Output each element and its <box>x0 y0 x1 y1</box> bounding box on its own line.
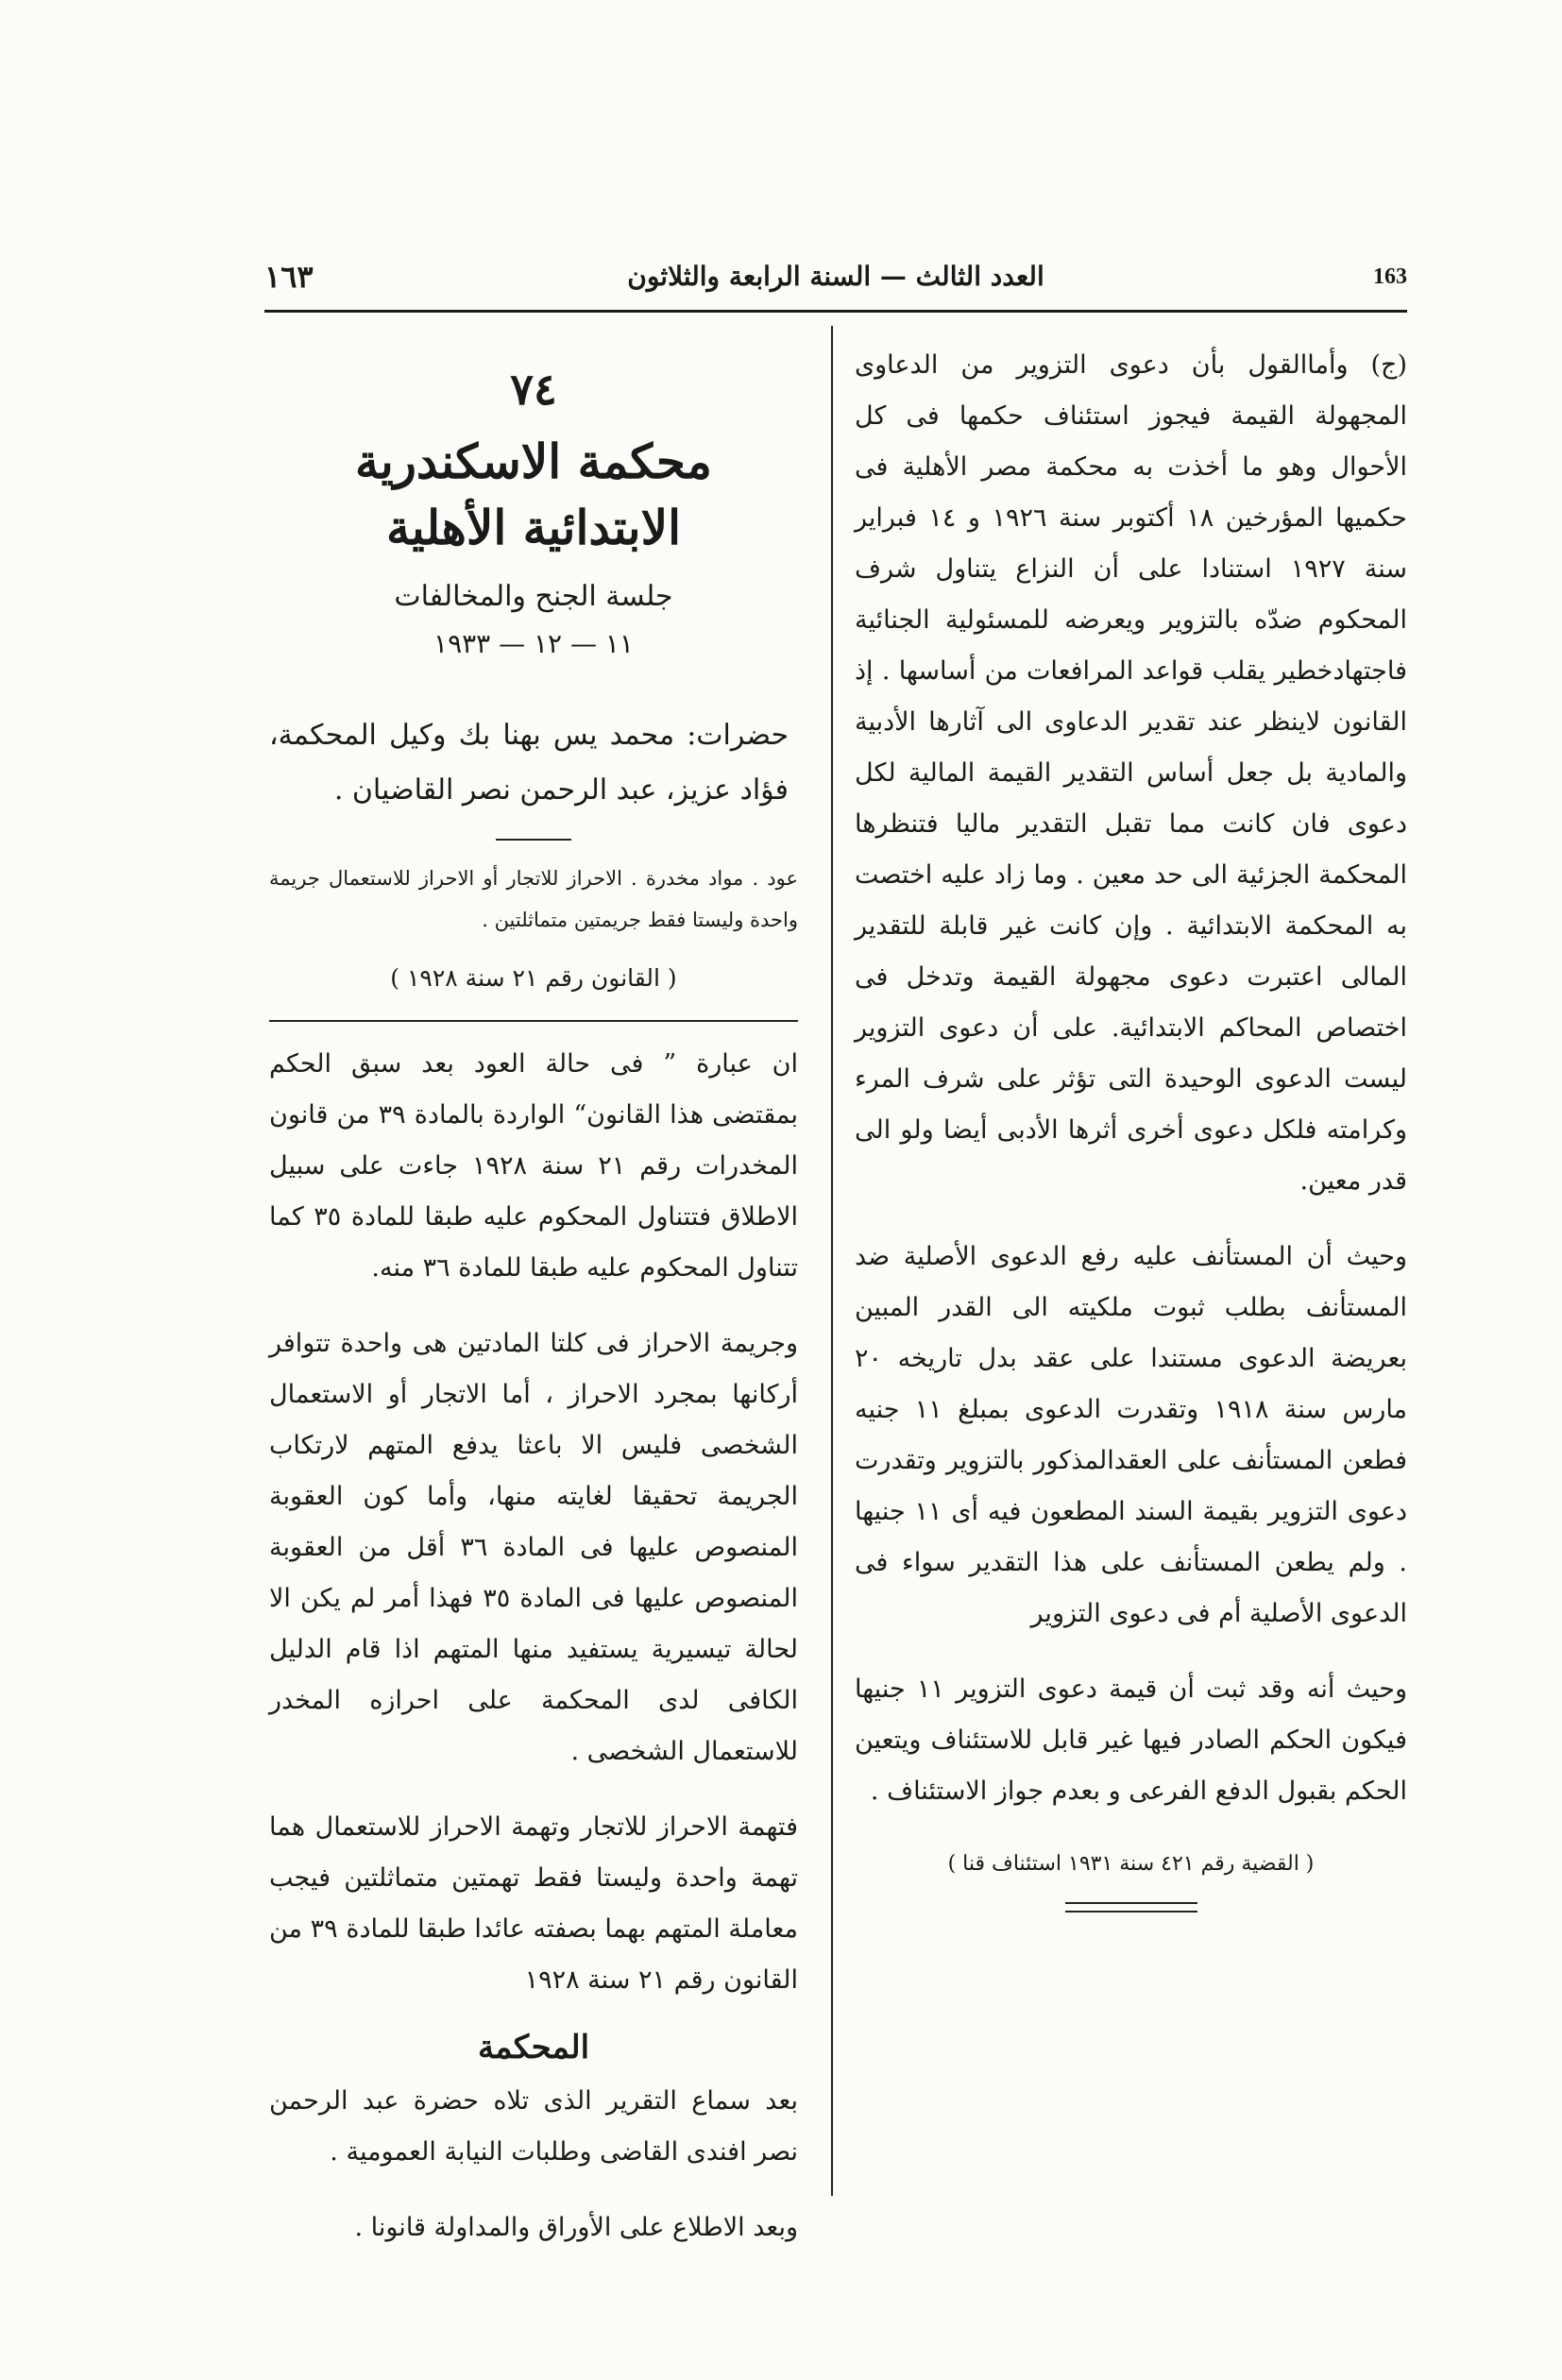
case-summary: عود . مواد مخدرة . الاحراز للاتجار أو الاحراز للاستعمال جريمة واحدة وليستا فقط جريمتين متماثلتين . <box>269 867 798 931</box>
law-reference: ( القانون رقم ٢١ سنة ١٩٢٨ ) <box>390 964 677 992</box>
short-rule <box>496 839 571 841</box>
body-paragraph: فتهمة الاحراز للاتجار وتهمة الاحراز للاستعمال هما تهمة واحدة وليستا فقط تهمتين متماثلتين فيجب معاملة المتهم بهما بصفته عائدا طبقا للمادة ٣٩ من القانون رقم ٢١ سنة ١٩٢٨ <box>269 1812 798 1995</box>
right-column <box>855 340 1407 1912</box>
page-header <box>264 253 1407 313</box>
body-paragraph: بعد سماع التقرير الذى تلاه حضرة عبد الرحمن نصر افندى القاضى وطلبات النيابة العمومية . <box>269 2086 798 2167</box>
court-name: محكمة الاسكندرية الابتدائية الأهلية <box>355 434 712 555</box>
session-date: ١١ — ١٢ — ١٩٣٣ <box>433 628 634 659</box>
body-paragraph: وحيث أن المستأنف عليه رفع الدعوى الأصلية ضد المستأنف بطلب ثبوت ملكيته الى القدر المبين بعريضة الدعوى مستندا على عقد بدل تاريخه ٢٠ مارس سنة ١٩١٨ وتقدرت الدعوى بمبلغ ١١ جنيه فطعن المستأنف على العقدالمذكور بالتزوير وتقدرت دعوى التزوير بقيمة السند المطعون فيه أى ١١ جنيها . ولم يطعن المستأنف على هذا التقدير سواء فى الدعوى الأصلية أم فى دعوى التزوير <box>855 1242 1408 1628</box>
page-number-arabic: ١٦٣ <box>264 259 314 295</box>
body-paragraph: ان عبارة ” فى حالة العود بعد سبق الحكم بمقتضى هذا القانون“ الواردة بالمادة ٣٩ من قانون المخدرات رقم ٢١ سنة ١٩٢٨ جاءت على سبيل الاطلاق فتتناول المحكوم عليه طبقا للمادة ٣٥ كما تتناول المحكوم عليه طبقا للمادة ٣٦ منه. <box>269 1049 798 1283</box>
body-paragraph: وبعد الاطلاع على الأوراق والمداولة قانونا . <box>354 2213 798 2242</box>
case-number: ٧٤ <box>510 364 557 415</box>
session-title: جلسة الجنح والمخالفات <box>394 580 673 613</box>
column-divider <box>831 326 833 2196</box>
running-title: العدد الثالث — السنة الرابعة والثلاثون <box>627 261 1044 292</box>
body-paragraph: وحيث أنه وقد ثبت أن قيمة دعوى التزوير ١١ جنيها فيكون الحكم الصادر فيها غير قابل للاستئناف ويتعين الحكم بقبول الدفع الفرعى و بعدم جواز الاستئناف . <box>855 1674 1407 1806</box>
body-paragraph: وجريمة الاحراز فى كلتا المادتين هى واحدة تتوافر أركانها بمجرد الاحراز ، أما الاتجار أو الاستعمال الشخصى فليس الا باعثا يدفع المتهم لارتكاب الجريمة تحقيقا لغايته منها، وأما كون العقوبة المنصوص عليها فى المادة ٣٦ أقل من العقوبة المنصوص عليها فى المادة ٣٥ فهذا أمر لم يكن الا لحالة تيسيرية يستفيد منها المتهم اذا قام الدليل الكافى لدى المحكمة على احرازه المخدر للاستعمال الشخصى . <box>269 1329 798 1766</box>
body-paragraph: (ج) وأماالقول بأن دعوى التزوير من الدعاوى المجهولة القيمة فيجوز استئناف حكمها فى كل الأحوال وهو ما أخذت به محكمة مصر الأهلية فى حكميها المؤرخين ١٨ أكتوبر سنة ١٩٢٦ و ١٤ فبراير سنة ١٩٢٧ استنادا على أن النزاع يتناول شرف المحكوم ضدّه بالتزوير ويعرضه للمسئولية الجنائية فاجتهادخطير يقلب قواعد المرافعات من أساسها . إذ القانون لاينظر عند تقدير الدعاوى الى آثارها الأدبية والمادية بل جعل أساس التقدير القيمة المالية لكل دعوى فان كانت مما تقبل التقدير ماليا فتنظرها المحكمة الجزئية الى حد معين . وما زاد عليه اختصت به المحكمة الابتدائية . وإن كانت غير قابلة للتقدير المالى اعتبرت دعوى مجهولة القيمة وتدخل فى اختصاص المحاكم الابتدائية. على أن دعوى التزوير ليست الدعوى الوحيدة التى تؤثر على شرف المرء وكرامته فلكل دعوى أخرى أثرها الأدبى أيضا ولو الى قدر معين. <box>855 350 1407 1196</box>
section-rule <box>269 1020 798 1022</box>
case-reference: ( القضية رقم ٤٢١ سنة ١٩٣١ استئناف قنا ) <box>947 1852 1315 1876</box>
left-column <box>269 359 798 2253</box>
attendees: حضرات: محمد يس بهنا بك وكيل المحكمة، فؤاد عزيز، عبد الرحمن نصر القاضيان . <box>269 719 789 807</box>
page-number-latin: 163 <box>1373 264 1407 289</box>
end-rule <box>1065 1902 1197 1912</box>
section-heading: المحكمة <box>477 2029 590 2066</box>
